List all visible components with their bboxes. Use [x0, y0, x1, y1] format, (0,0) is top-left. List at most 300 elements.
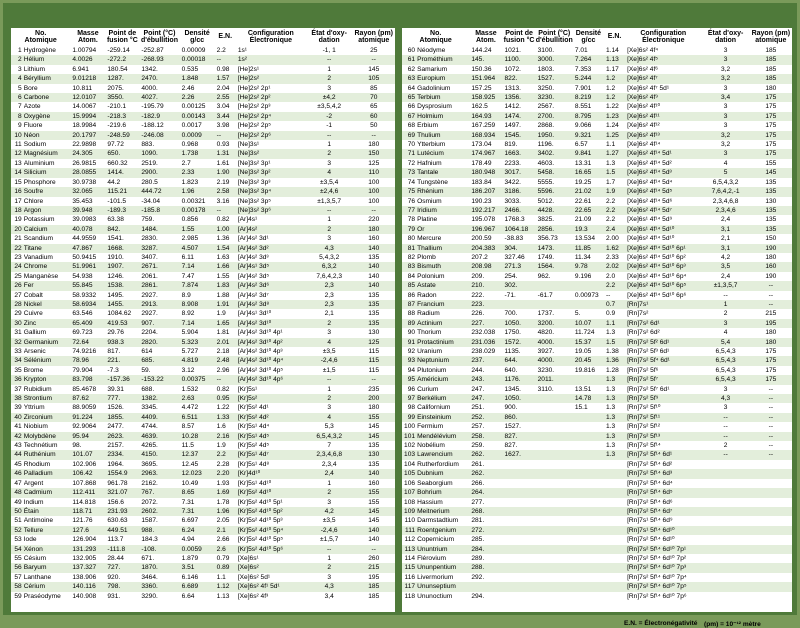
element-row — [402, 149, 792, 158]
table-cell: 24.305 — [70, 149, 105, 158]
table-cell — [750, 460, 792, 469]
table-cell: 8 — [11, 112, 24, 121]
table-cell: 51 — [14, 517, 22, 525]
table-cell: 0.00178 — [180, 206, 215, 215]
table-cell: 2.05 — [216, 517, 230, 525]
table-cell: [Xe]6s² 4f¹³ — [625, 131, 701, 140]
table-cell: 1084.62 — [107, 310, 132, 318]
table-cell: Néodyme — [417, 47, 446, 54]
table-cell: 6.697 — [181, 517, 199, 525]
table-cell: 44.2 — [107, 178, 121, 186]
table-cell: 76 — [407, 197, 416, 205]
table-cell: 55.845 — [70, 281, 105, 290]
table-cell: 1.13 — [216, 592, 230, 600]
table-cell: 200 — [353, 394, 396, 403]
table-cell: [Xe]6s¹ 4f¹⁴ 5d⁹ — [627, 216, 673, 224]
table-cell: 294. — [471, 592, 485, 600]
table-cell — [750, 498, 792, 507]
table-cell — [536, 582, 573, 591]
table-cell: 660.32 — [107, 159, 128, 167]
table-cell: 4603. — [537, 159, 555, 167]
element-row — [11, 592, 395, 601]
table-cell: 186.207 — [469, 187, 502, 196]
table-cell: 2,3 — [306, 300, 353, 309]
table-cell: 0.82 — [216, 385, 230, 393]
table-cell: 2.48 — [215, 356, 236, 365]
table-cell: 140 — [353, 469, 396, 478]
table-cell: 208.98 — [469, 262, 502, 271]
table-cell: 67 — [402, 112, 417, 121]
table-cell: 155 — [353, 488, 396, 497]
element-row — [402, 215, 792, 224]
table-cell: 1021. — [504, 47, 521, 54]
table-cell: 130 — [368, 329, 380, 337]
table-cell — [573, 479, 604, 488]
table-cell: 262. — [469, 450, 502, 459]
table-cell — [536, 281, 573, 290]
element-row — [11, 385, 395, 394]
table-cell: -218.3 — [105, 112, 139, 121]
table-cell: 195.078 — [471, 216, 496, 224]
table-cell: -- — [768, 291, 774, 299]
table-cell: 2,4 — [721, 272, 731, 280]
table-cell: 13 — [14, 159, 22, 167]
table-cell: 1.54 — [215, 244, 236, 253]
table-cell: 69.723 — [72, 329, 93, 337]
table-cell: 2233. — [504, 159, 521, 167]
element-row — [402, 187, 792, 196]
column-header: Rayon (pm) atomique — [751, 29, 791, 44]
table-cell: 1.2 — [605, 84, 616, 92]
table-cell: 7.264 — [573, 55, 604, 64]
table-cell: 23 — [14, 253, 22, 261]
table-cell: 3,1 — [701, 244, 749, 253]
picometer-note: (pm) = 10⁻¹² mètre — [704, 621, 761, 628]
table-cell: 1.22 — [216, 404, 230, 412]
element-row — [402, 347, 792, 356]
table-cell: [Xe]6s² 4f¹⁴ 5d⁶ — [627, 197, 673, 205]
table-cell: 8.551 — [574, 103, 592, 111]
table-cell: 87 — [402, 300, 417, 309]
table-cell: [Ar]4s² 3d² — [236, 244, 306, 253]
table-cell: [Ar]4s² 3d⁸ — [236, 300, 306, 309]
table-cell: 0.95 — [215, 394, 236, 403]
table-cell: 175 — [765, 122, 777, 130]
table-cell: 3 — [327, 84, 331, 92]
table-cell: 1287. — [105, 74, 139, 83]
table-cell: [Xe]6s¹ 4f¹⁴ 5d¹⁰ — [625, 225, 701, 234]
table-cell: 3287. — [139, 244, 179, 253]
table-cell: [Xe]6s² 4f⁷ 5d¹ — [627, 84, 670, 92]
table-cell: 1.13 — [604, 55, 625, 64]
table-cell — [469, 582, 502, 591]
table-cell: 36 — [11, 375, 24, 384]
element-row — [11, 149, 395, 158]
table-cell: 1050. — [502, 319, 535, 328]
table-cell: 2466. — [502, 206, 535, 215]
table-cell: 3407. — [141, 253, 158, 261]
table-cell: 777. — [105, 394, 139, 403]
table-cell: 103 — [402, 450, 417, 459]
element-row — [402, 526, 792, 535]
table-cell — [573, 563, 604, 572]
table-cell: 44 — [11, 450, 24, 459]
table-cell: ±3,5 — [322, 348, 336, 355]
table-cell: 1495. — [107, 291, 124, 299]
table-cell: 238.029 — [471, 348, 496, 355]
table-cell: 84 — [407, 272, 416, 280]
table-cell: 1.12 — [215, 582, 236, 591]
element-row — [11, 479, 395, 488]
table-cell: 0.00321 — [181, 197, 206, 205]
element-row — [402, 140, 792, 149]
table-cell — [536, 535, 573, 544]
table-cell: 112 — [404, 536, 416, 544]
table-cell: 175 — [765, 141, 777, 149]
table-cell: 4 — [723, 159, 728, 167]
table-cell: 10.07 — [573, 319, 604, 328]
table-cell: 4,3 — [701, 394, 749, 403]
table-cell: 41 — [14, 423, 22, 431]
table-cell: 9.01218 — [70, 74, 105, 83]
table-cell: Arsenic — [23, 348, 46, 355]
table-cell: Aluminium — [23, 159, 55, 167]
table-cell: Plomb — [417, 253, 436, 261]
table-cell: 1313. — [504, 84, 521, 92]
table-cell: 140 — [353, 262, 396, 271]
table-cell: [Rn]7s² 5f¹⁴ 6d⁷ — [625, 507, 701, 516]
table-cell: 6,5,4,3 — [715, 366, 736, 374]
table-cell: 126.904 — [72, 536, 97, 544]
table-cell: 1737. — [537, 310, 555, 318]
table-cell: [Rn]7s² 5f¹⁴ 6d³ — [625, 469, 701, 478]
table-cell: Niobium — [23, 423, 48, 431]
table-cell: [Xe]6s² 4f⁷ — [625, 74, 701, 83]
table-cell: 3695. — [141, 460, 158, 468]
table-cell: 7 — [327, 442, 331, 450]
table-cell: Cuivre — [23, 310, 43, 318]
element-row — [402, 403, 792, 412]
table-cell: [Kr]5s² 4d¹⁰ 5p⁶ — [236, 545, 306, 554]
table-cell: 14.0067 — [72, 103, 97, 111]
table-cell: 1.28 — [605, 366, 619, 374]
element-row — [11, 432, 395, 441]
table-cell: 11.5 — [181, 442, 194, 450]
table-cell — [701, 488, 749, 497]
table-cell: Hafnium — [417, 159, 442, 167]
element-row — [11, 582, 395, 591]
table-cell: [Ar]4s¹ 3d¹⁰ — [237, 310, 272, 318]
table-cell: [Ar]4s² 3d¹⁰ 4p⁴ — [236, 356, 306, 365]
table-cell: 268. — [469, 507, 502, 516]
table-cell: 95 — [402, 375, 417, 384]
element-row — [11, 131, 395, 140]
table-cell — [750, 488, 792, 497]
table-cell: 168.934 — [469, 131, 502, 140]
table-cell: 27 — [14, 291, 22, 299]
table-cell: 700. — [504, 310, 518, 318]
element-row — [11, 535, 395, 544]
table-cell — [502, 488, 535, 497]
table-cell: 145 — [353, 507, 396, 516]
table-cell: 280.5 — [141, 178, 158, 186]
table-cell: 931. — [107, 592, 121, 600]
table-cell: Mercure — [417, 235, 442, 243]
table-cell: 6,3,2 — [306, 262, 353, 271]
table-cell — [573, 498, 604, 507]
table-cell: 2157. — [107, 442, 124, 450]
element-row — [402, 469, 792, 478]
table-cell: Livermorium — [417, 573, 454, 581]
left-table-sheet — [11, 28, 395, 612]
table-cell: 1.96 — [215, 507, 236, 516]
table-cell: Californium — [417, 404, 451, 412]
table-cell: 1.90 — [215, 168, 236, 177]
table-cell: [Rn]7s² 5f¹⁴ 6d¹⁰ 7p⁵ — [625, 582, 701, 591]
table-cell: Fer — [24, 281, 71, 290]
table-cell: 4820. — [537, 329, 555, 337]
table-cell: -34.04 — [141, 197, 161, 205]
table-cell: 78 — [407, 216, 416, 224]
table-cell: 92 — [407, 348, 416, 355]
table-cell: 115 — [368, 348, 379, 355]
table-cell — [750, 516, 792, 525]
table-cell: 260 — [368, 554, 380, 562]
table-cell: 54.938 — [72, 272, 93, 280]
table-cell: 2.2 — [604, 206, 625, 215]
table-cell: 7.874 — [180, 281, 215, 290]
element-row — [402, 291, 792, 300]
table-cell: 60 — [407, 47, 416, 54]
table-cell: [Rn]7s² 5f¹⁴ 6d⁵ — [625, 488, 701, 497]
table-cell: 1.66 — [215, 262, 236, 271]
table-cell: 5 — [18, 84, 22, 92]
table-cell: 1.3 — [604, 375, 625, 384]
table-cell: 14 — [11, 168, 24, 177]
table-cell: 1 — [327, 141, 331, 149]
table-cell: [Kr]5s¹ 4d⁸ — [237, 460, 270, 468]
table-cell: 88 — [407, 310, 416, 318]
table-cell: 244. — [471, 366, 485, 374]
table-cell — [502, 592, 535, 601]
table-cell: 19.816 — [574, 366, 595, 374]
element-row — [402, 328, 792, 337]
table-cell: -189.3 — [105, 206, 139, 215]
table-cell: 65 — [402, 93, 417, 102]
table-cell: [Xe]6s² 4f¹⁴ 5d¹ — [625, 149, 701, 158]
table-cell: 2861. — [139, 281, 179, 290]
table-cell: 30.9738 — [72, 178, 97, 186]
table-cell: -272.2 — [105, 55, 139, 64]
element-row — [11, 112, 395, 121]
table-cell: 12.45 — [181, 460, 199, 468]
table-cell: 247. — [469, 394, 502, 403]
table-cell: [Rn]7s² — [627, 310, 649, 318]
table-cell: 1090. — [139, 149, 179, 158]
table-cell: 51.9961 — [70, 262, 105, 271]
table-cell: -153.22 — [139, 375, 179, 384]
table-cell: 100 — [353, 187, 396, 196]
table-cell: 174.967 — [469, 149, 502, 158]
table-cell: 59 — [14, 592, 22, 600]
table-cell: 822. — [502, 74, 535, 83]
table-cell — [604, 545, 625, 554]
table-cell: 4 — [306, 338, 353, 347]
table-cell: 1564. — [536, 262, 573, 271]
table-cell — [573, 582, 604, 591]
table-cell: 111 — [402, 526, 417, 535]
table-cell: 3230. — [537, 366, 555, 374]
element-row — [11, 366, 395, 375]
table-cell: 2,1 — [324, 310, 334, 318]
table-cell: 0.535 — [181, 65, 199, 73]
table-cell: 175 — [765, 103, 777, 111]
table-cell: 33 — [14, 348, 22, 355]
table-cell: 180.948 — [469, 168, 502, 177]
table-cell: 0.00018 — [180, 55, 215, 64]
table-cell: 1.91 — [215, 300, 236, 309]
table-cell: Erbium — [417, 122, 438, 130]
element-row — [402, 253, 792, 262]
table-cell: 192.217 — [469, 206, 502, 215]
table-cell: 2 — [723, 310, 728, 318]
table-cell: [Xe]6s² 4f¹⁴ 5d¹⁰ 6p⁵ — [625, 281, 701, 290]
table-cell — [536, 498, 573, 507]
table-cell: 2671. — [139, 262, 179, 271]
table-cell: 39.0983 — [72, 216, 97, 224]
table-cell: 21.09 — [574, 216, 592, 224]
table-cell: 819. — [504, 141, 518, 149]
table-cell: 140 — [368, 536, 380, 544]
table-cell: 1663. — [502, 149, 535, 158]
table-cell: 327.46 — [504, 253, 525, 261]
table-cell: 419.53 — [105, 319, 139, 328]
table-cell: 5. — [574, 310, 581, 318]
table-cell: 1 — [327, 554, 331, 562]
table-cell: 184.3 — [141, 536, 158, 544]
table-cell: 4,2 — [306, 507, 353, 516]
element-row — [11, 272, 395, 281]
table-cell: 3360. — [139, 582, 179, 591]
table-cell: 90 — [407, 329, 416, 337]
table-cell: 2963. — [139, 469, 179, 478]
table-cell: 2204. — [141, 329, 158, 337]
table-cell: 109 — [402, 507, 417, 516]
table-cell: Astate — [417, 281, 469, 290]
table-cell: 1.3 — [605, 159, 616, 167]
element-row — [11, 507, 395, 516]
table-cell: ±2,4,6 — [306, 187, 353, 196]
table-cell — [750, 479, 792, 488]
table-cell — [750, 507, 792, 516]
element-row — [402, 413, 792, 422]
table-cell: 190 — [765, 272, 777, 280]
table-cell: -- — [215, 375, 236, 384]
table-cell: 220 — [368, 216, 380, 224]
table-cell: Krypton — [24, 375, 71, 384]
table-cell: 28.0855 — [70, 168, 105, 177]
table-cell: 100 — [368, 197, 380, 205]
table-cell: 180 — [765, 329, 777, 337]
table-cell: 70 — [407, 141, 416, 149]
table-cell: 9.066 — [574, 122, 592, 130]
table-cell: 1.738 — [180, 149, 215, 158]
table-cell: -7.3 — [107, 366, 119, 374]
table-cell: 137.327 — [70, 563, 105, 572]
table-cell: 135 — [368, 460, 380, 468]
table-cell: 19.05 — [574, 348, 592, 355]
table-cell: Béryllium — [24, 74, 71, 83]
table-cell: [Rn]7s² 5f⁷ 6d¹ — [627, 385, 670, 393]
table-cell: 817. — [107, 348, 121, 355]
table-cell: 3 — [701, 149, 749, 158]
table-cell: 1342. — [141, 65, 158, 73]
table-cell: Samarium — [417, 65, 448, 73]
table-cell: 2334. — [105, 450, 139, 459]
element-row — [402, 225, 792, 234]
table-cell: 9 — [18, 122, 22, 130]
element-row — [402, 65, 792, 74]
table-cell: 78.96 — [70, 356, 105, 365]
table-cell: 180.54 — [107, 65, 128, 73]
table-cell: 2,4 — [721, 216, 731, 224]
table-cell: 40.078 — [70, 225, 105, 234]
table-cell: [Kr]5s² 4d¹⁰ 5p¹ — [237, 498, 283, 506]
table-cell: 2,3 — [324, 291, 334, 299]
table-cell: 3.44 — [215, 112, 236, 121]
table-cell: -- — [353, 131, 396, 140]
table-cell: 1.96 — [180, 187, 215, 196]
table-cell: 157.25 — [471, 84, 492, 92]
table-cell: 0.89 — [215, 563, 236, 572]
table-cell: 0.00375 — [180, 375, 215, 384]
table-cell: Germanium — [24, 338, 71, 347]
table-cell: 1.5 — [604, 338, 625, 347]
table-cell: [Rn]7s² 5f⁶ — [627, 366, 659, 374]
table-cell: Praséodyme — [23, 592, 61, 600]
table-cell: Bohrium — [417, 488, 469, 497]
element-row — [11, 554, 395, 563]
table-cell: 1.55 — [180, 225, 215, 234]
table-cell: 0.00009 — [181, 47, 206, 54]
table-cell: 231.036 — [469, 338, 502, 347]
table-cell: 2 — [306, 225, 353, 234]
table-cell: 1072. — [504, 65, 521, 73]
table-cell — [750, 582, 792, 591]
table-cell — [573, 450, 604, 459]
table-cell: 1.2 — [604, 93, 625, 102]
element-row — [402, 356, 792, 365]
table-cell — [573, 545, 604, 554]
table-cell: 180 — [368, 141, 380, 149]
table-cell: -71. — [504, 291, 516, 299]
column-header: E.N. — [607, 33, 622, 41]
table-cell: 6,5,4,3,2 — [712, 178, 739, 186]
table-cell: 1 — [18, 47, 22, 54]
table-cell — [701, 592, 749, 601]
table-cell: 1484. — [139, 225, 179, 234]
table-cell — [536, 507, 573, 516]
table-cell: 113 — [402, 545, 417, 554]
table-cell: 1.31 — [215, 149, 236, 158]
table-cell: Rubidium — [23, 385, 52, 393]
table-cell: 0.00125 — [181, 103, 206, 111]
table-cell: 26.9815 — [72, 159, 97, 167]
table-cell: 98. — [72, 442, 82, 450]
table-cell: 2623. — [105, 432, 139, 441]
table-cell: 7,6,4,2,3 — [316, 272, 342, 280]
table-cell: 4.472 — [181, 404, 199, 412]
